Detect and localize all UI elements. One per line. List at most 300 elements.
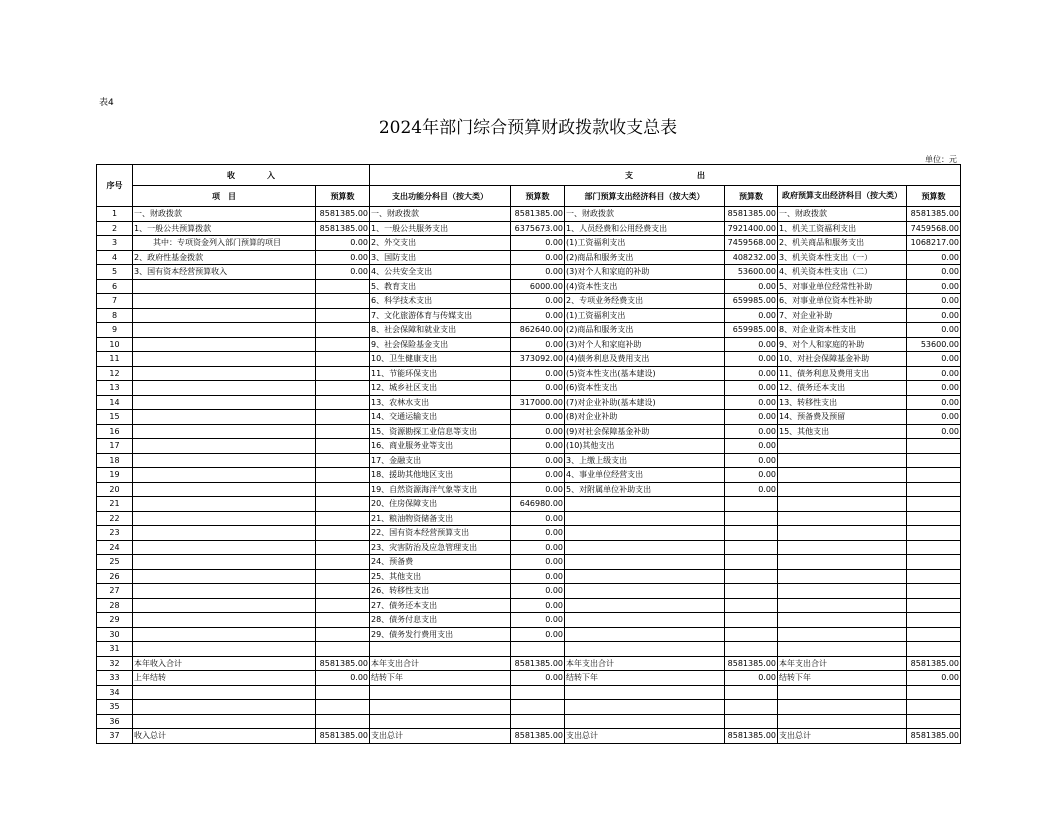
item-header: 项 目	[133, 186, 316, 207]
income-item-cell: 一、财政拨款	[133, 207, 316, 222]
income-item-cell	[133, 468, 316, 483]
gov-econ-cell	[778, 598, 907, 613]
dept-econ-cell	[565, 540, 725, 555]
dept-budget-cell: 0.00	[725, 352, 778, 367]
gov-econ-cell: 一、财政拨款	[778, 207, 907, 222]
income-item-cell	[133, 598, 316, 613]
table-row	[97, 395, 961, 410]
gov-budget-cell: 0.00	[907, 265, 961, 280]
func-subject-cell	[370, 700, 511, 715]
dept-econ-cell	[565, 700, 725, 715]
income-item-cell: 上年结转	[133, 671, 316, 686]
income-item-cell	[133, 482, 316, 497]
income-budget-cell: 8581385.00	[316, 656, 370, 671]
income-item-cell	[133, 294, 316, 309]
income-item-cell	[133, 584, 316, 599]
income-budget-cell	[316, 468, 370, 483]
gov-budget-cell	[907, 526, 961, 541]
income-budget-cell	[316, 294, 370, 309]
func-subject-cell	[370, 714, 511, 729]
income-budget-cell	[316, 685, 370, 700]
func-budget-cell: 646980.00	[511, 497, 565, 512]
func-subject-cell: 16、商业服务业等支出	[370, 439, 511, 454]
dept-econ-cell: (8)对企业补助	[565, 410, 725, 425]
gov-econ-cell: 本年支出合计	[778, 656, 907, 671]
table-row	[97, 250, 961, 265]
gov-budget-cell	[907, 584, 961, 599]
table-row	[97, 685, 961, 700]
income-item-cell	[133, 410, 316, 425]
seq-cell: 16	[97, 424, 133, 439]
func-budget-cell	[511, 642, 565, 657]
func-subject-cell: 14、交通运输支出	[370, 410, 511, 425]
seq-cell: 19	[97, 468, 133, 483]
seq-cell: 1	[97, 207, 133, 222]
dept-budget-cell	[725, 569, 778, 584]
table-row	[97, 410, 961, 425]
income-budget-cell	[316, 627, 370, 642]
dept-econ-cell	[565, 569, 725, 584]
dept-budget-cell: 0.00	[725, 468, 778, 483]
income-item-cell	[133, 279, 316, 294]
func-budget-cell: 0.00	[511, 337, 565, 352]
table-row	[97, 584, 961, 599]
gov-econ-cell: 9、对个人和家庭的补助	[778, 337, 907, 352]
income-budget-cell	[316, 555, 370, 570]
func-budget-cell: 862640.00	[511, 323, 565, 338]
dept-budget-cell	[725, 584, 778, 599]
gov-budget-cell: 0.00	[907, 410, 961, 425]
gov-econ-header: 政府预算支出经济科目（按大类）	[778, 186, 907, 207]
income-budget-cell	[316, 337, 370, 352]
income-item-cell	[133, 439, 316, 454]
dept-budget-cell	[725, 700, 778, 715]
budget-table	[96, 164, 961, 744]
income-item-cell	[133, 395, 316, 410]
gov-econ-cell	[778, 584, 907, 599]
dept-budget-cell: 0.00	[725, 337, 778, 352]
func-subject-cell	[370, 642, 511, 657]
dept-econ-cell: 5、对附属单位补助支出	[565, 482, 725, 497]
dept-econ-cell	[565, 714, 725, 729]
func-subject-cell: 结转下年	[370, 671, 511, 686]
gov-econ-cell	[778, 497, 907, 512]
dept-econ-cell: (5)资本性支出(基本建设)	[565, 366, 725, 381]
func-budget-cell: 8581385.00	[511, 656, 565, 671]
income-budget-cell	[316, 279, 370, 294]
dept-budget-cell: 0.00	[725, 453, 778, 468]
func-subject-cell: 27、债务还本支出	[370, 598, 511, 613]
income-budget-cell	[316, 700, 370, 715]
gov-econ-cell	[778, 555, 907, 570]
income-item-cell	[133, 337, 316, 352]
dept-econ-cell: (2)商品和服务支出	[565, 250, 725, 265]
income-item-cell	[133, 366, 316, 381]
gov-budget-cell	[907, 468, 961, 483]
table-row	[97, 511, 961, 526]
gov-econ-cell	[778, 642, 907, 657]
func-budget-cell: 0.00	[511, 236, 565, 251]
table-row	[97, 729, 961, 744]
income-item-cell: 本年收入合计	[133, 656, 316, 671]
dept-econ-cell: 一、财政拨款	[565, 207, 725, 222]
gov-econ-cell	[778, 627, 907, 642]
dept-budget-cell: 0.00	[725, 381, 778, 396]
table-row	[97, 366, 961, 381]
gov-budget-cell	[907, 700, 961, 715]
dept-econ-cell	[565, 642, 725, 657]
income-budget-cell	[316, 323, 370, 338]
gov-budget-cell: 53600.00	[907, 337, 961, 352]
seq-cell: 8	[97, 308, 133, 323]
table-row	[97, 714, 961, 729]
income-budget-cell	[316, 526, 370, 541]
func-budget-cell: 0.00	[511, 569, 565, 584]
table-row	[97, 337, 961, 352]
income-budget-cell: 8581385.00	[316, 221, 370, 236]
table-row	[97, 540, 961, 555]
func-budget-cell: 6375673.00	[511, 221, 565, 236]
seq-cell: 13	[97, 381, 133, 396]
seq-cell: 31	[97, 642, 133, 657]
gov-econ-cell: 结转下年	[778, 671, 907, 686]
func-subject-cell: 5、教育支出	[370, 279, 511, 294]
gov-econ-cell	[778, 439, 907, 454]
seq-cell: 15	[97, 410, 133, 425]
income-item-cell	[133, 685, 316, 700]
income-budget-cell	[316, 395, 370, 410]
dept-econ-cell: 1、人员经费和公用经费支出	[565, 221, 725, 236]
gov-budget-cell	[907, 439, 961, 454]
func-subject-cell: 25、其他支出	[370, 569, 511, 584]
seq-cell: 2	[97, 221, 133, 236]
income-item-cell	[133, 526, 316, 541]
func-budget-header: 预算数	[511, 186, 565, 207]
dept-budget-cell: 8581385.00	[725, 207, 778, 222]
gov-econ-cell	[778, 453, 907, 468]
func-subject-cell: 18、援助其他地区支出	[370, 468, 511, 483]
dept-budget-cell	[725, 685, 778, 700]
table-row	[97, 352, 961, 367]
dept-budget-cell: 659985.00	[725, 294, 778, 309]
gov-budget-cell: 0.00	[907, 395, 961, 410]
income-budget-cell	[316, 424, 370, 439]
income-item-cell: 2、政府性基金拨款	[133, 250, 316, 265]
dept-budget-cell	[725, 613, 778, 628]
income-budget-cell	[316, 511, 370, 526]
gov-budget-cell	[907, 598, 961, 613]
gov-budget-header: 预算数	[907, 186, 961, 207]
table-row	[97, 453, 961, 468]
table-row	[97, 700, 961, 715]
seq-cell: 33	[97, 671, 133, 686]
gov-econ-cell	[778, 482, 907, 497]
header-row-2	[97, 186, 961, 207]
income-budget-cell	[316, 453, 370, 468]
gov-econ-cell: 2、机关商品和服务支出	[778, 236, 907, 251]
dept-budget-cell: 659985.00	[725, 323, 778, 338]
dept-econ-cell: (3)对个人和家庭补助	[565, 337, 725, 352]
income-budget-cell	[316, 381, 370, 396]
gov-econ-cell: 7、对企业补助	[778, 308, 907, 323]
table-row	[97, 323, 961, 338]
gov-econ-cell: 13、转移性支出	[778, 395, 907, 410]
func-budget-cell: 0.00	[511, 540, 565, 555]
gov-budget-cell	[907, 497, 961, 512]
table-row	[97, 482, 961, 497]
dept-econ-cell: (1)工资福利支出	[565, 236, 725, 251]
func-budget-cell: 0.00	[511, 265, 565, 280]
gov-econ-cell	[778, 685, 907, 700]
gov-budget-cell: 8581385.00	[907, 729, 961, 744]
table-row	[97, 424, 961, 439]
gov-budget-cell: 8581385.00	[907, 656, 961, 671]
func-budget-cell	[511, 685, 565, 700]
seq-cell: 21	[97, 497, 133, 512]
dept-econ-cell: (2)商品和服务支出	[565, 323, 725, 338]
seq-cell: 10	[97, 337, 133, 352]
func-subject-cell: 12、城乡社区支出	[370, 381, 511, 396]
income-item-cell: 其中：专项资金列入部门预算的项目	[133, 236, 316, 251]
income-item-cell	[133, 714, 316, 729]
dept-econ-cell: (7)对企业补助(基本建设)	[565, 395, 725, 410]
seq-cell: 5	[97, 265, 133, 280]
dept-econ-cell: 结转下年	[565, 671, 725, 686]
income-budget-cell	[316, 439, 370, 454]
func-budget-cell: 6000.00	[511, 279, 565, 294]
gov-econ-cell	[778, 700, 907, 715]
dept-budget-cell: 408232.00	[725, 250, 778, 265]
dept-budget-cell: 0.00	[725, 395, 778, 410]
dept-econ-cell: 3、上缴上级支出	[565, 453, 725, 468]
gov-econ-cell	[778, 526, 907, 541]
seq-cell: 12	[97, 366, 133, 381]
dept-budget-cell: 53600.00	[725, 265, 778, 280]
table-row	[97, 555, 961, 570]
dept-budget-cell	[725, 555, 778, 570]
gov-econ-cell: 6、对事业单位资本性补助	[778, 294, 907, 309]
func-budget-cell	[511, 700, 565, 715]
document-title: 2024年部门综合预算财政拨款收支总表	[378, 118, 678, 138]
income-item-cell	[133, 569, 316, 584]
dept-budget-cell: 0.00	[725, 410, 778, 425]
gov-budget-cell: 7459568.00	[907, 221, 961, 236]
gov-econ-cell: 4、机关资本性支出（二）	[778, 265, 907, 280]
gov-budget-cell: 1068217.00	[907, 236, 961, 251]
gov-budget-cell: 0.00	[907, 279, 961, 294]
gov-econ-cell	[778, 511, 907, 526]
dept-budget-cell: 0.00	[725, 308, 778, 323]
gov-budget-cell: 0.00	[907, 323, 961, 338]
gov-econ-cell: 8、对企业资本性支出	[778, 323, 907, 338]
dept-budget-cell: 0.00	[725, 439, 778, 454]
dept-econ-cell	[565, 627, 725, 642]
income-item-cell: 3、国有资本经营预算收入	[133, 265, 316, 280]
dept-econ-cell	[565, 584, 725, 599]
table-body	[97, 207, 961, 744]
func-budget-cell: 0.00	[511, 250, 565, 265]
table-row	[97, 279, 961, 294]
func-budget-cell: 0.00	[511, 294, 565, 309]
func-subject-cell: 21、粮油物资储备支出	[370, 511, 511, 526]
table-row	[97, 671, 961, 686]
dept-budget-cell	[725, 540, 778, 555]
income-item-cell	[133, 424, 316, 439]
seq-cell: 23	[97, 526, 133, 541]
dept-budget-cell	[725, 526, 778, 541]
func-budget-cell: 317000.00	[511, 395, 565, 410]
income-item-cell	[133, 627, 316, 642]
seq-cell: 34	[97, 685, 133, 700]
func-subject-cell: 26、转移性支出	[370, 584, 511, 599]
func-subject-cell: 一、财政拨款	[370, 207, 511, 222]
table-row	[97, 569, 961, 584]
gov-budget-cell	[907, 511, 961, 526]
func-subject-cell: 28、债务付息支出	[370, 613, 511, 628]
func-subject-cell: 24、预备费	[370, 555, 511, 570]
table-row	[97, 439, 961, 454]
gov-budget-cell	[907, 613, 961, 628]
func-budget-cell: 0.00	[511, 366, 565, 381]
gov-econ-cell	[778, 569, 907, 584]
dept-budget-cell	[725, 714, 778, 729]
income-item-cell	[133, 511, 316, 526]
dept-econ-cell	[565, 613, 725, 628]
gov-econ-cell	[778, 613, 907, 628]
income-budget-cell	[316, 642, 370, 657]
dept-econ-header: 部门预算支出经济科目（按大类）	[565, 186, 725, 207]
table-row	[97, 613, 961, 628]
table-row	[97, 656, 961, 671]
gov-econ-cell	[778, 714, 907, 729]
header-row-1	[97, 165, 961, 186]
dept-econ-cell: 支出总计	[565, 729, 725, 744]
dept-econ-cell: (6)资本性支出	[565, 381, 725, 396]
income-budget-cell: 0.00	[316, 671, 370, 686]
dept-econ-cell: 2、专项业务经费支出	[565, 294, 725, 309]
func-budget-cell: 0.00	[511, 453, 565, 468]
func-subject-cell: 8、社会保障和就业支出	[370, 323, 511, 338]
seq-cell: 4	[97, 250, 133, 265]
gov-econ-cell: 11、债务利息及费用支出	[778, 366, 907, 381]
func-subject-cell: 13、农林水支出	[370, 395, 511, 410]
gov-econ-cell: 5、对事业单位经常性补助	[778, 279, 907, 294]
income-item-cell	[133, 642, 316, 657]
gov-budget-cell: 0.00	[907, 424, 961, 439]
func-subject-cell: 1、一般公共服务支出	[370, 221, 511, 236]
gov-budget-cell	[907, 627, 961, 642]
income-budget-cell	[316, 598, 370, 613]
seq-cell: 11	[97, 352, 133, 367]
dept-budget-cell: 7921400.00	[725, 221, 778, 236]
func-budget-cell: 0.00	[511, 381, 565, 396]
dept-econ-cell: (4)资本性支出	[565, 279, 725, 294]
func-budget-cell: 0.00	[511, 511, 565, 526]
gov-econ-cell: 支出总计	[778, 729, 907, 744]
seq-cell: 3	[97, 236, 133, 251]
income-budget-cell: 8581385.00	[316, 207, 370, 222]
unit-label: 单位：元	[925, 155, 957, 164]
dept-econ-cell	[565, 497, 725, 512]
func-subject-cell: 7、文化旅游体育与传媒支出	[370, 308, 511, 323]
gov-econ-cell	[778, 468, 907, 483]
dept-budget-cell: 0.00	[725, 279, 778, 294]
dept-econ-cell	[565, 685, 725, 700]
seq-cell: 32	[97, 656, 133, 671]
income-budget-cell: 8581385.00	[316, 729, 370, 744]
func-budget-cell: 0.00	[511, 482, 565, 497]
income-item-cell	[133, 555, 316, 570]
gov-budget-cell: 0.00	[907, 366, 961, 381]
dept-budget-cell	[725, 511, 778, 526]
seq-cell: 18	[97, 453, 133, 468]
income-budget-cell: 0.00	[316, 236, 370, 251]
func-subject-cell: 10、卫生健康支出	[370, 352, 511, 367]
income-budget-cell	[316, 540, 370, 555]
dept-budget-cell: 7459568.00	[725, 236, 778, 251]
func-subject-cell: 15、资源勘探工业信息等支出	[370, 424, 511, 439]
dept-budget-cell	[725, 497, 778, 512]
gov-budget-cell	[907, 453, 961, 468]
table-number-label: 表4	[99, 98, 114, 108]
income-budget-cell	[316, 497, 370, 512]
dept-budget-cell	[725, 598, 778, 613]
income-item-cell	[133, 497, 316, 512]
table-row	[97, 468, 961, 483]
income-item-cell	[133, 453, 316, 468]
income-budget-cell	[316, 366, 370, 381]
dept-budget-header: 预算数	[725, 186, 778, 207]
dept-econ-cell: (4)债务利息及费用支出	[565, 352, 725, 367]
gov-budget-cell	[907, 685, 961, 700]
expense-header: 支 出	[370, 165, 961, 186]
func-subject-header: 支出功能分科目（按大类）	[370, 186, 511, 207]
gov-econ-cell: 15、其他支出	[778, 424, 907, 439]
seq-cell: 36	[97, 714, 133, 729]
dept-budget-cell	[725, 642, 778, 657]
func-subject-cell: 23、灾害防治及应急管理支出	[370, 540, 511, 555]
table-row	[97, 221, 961, 236]
dept-econ-cell: (10)其他支出	[565, 439, 725, 454]
func-subject-cell: 20、住房保障支出	[370, 497, 511, 512]
income-budget-header: 预算数	[316, 186, 370, 207]
func-budget-cell: 0.00	[511, 613, 565, 628]
income-budget-cell	[316, 584, 370, 599]
income-item-cell	[133, 352, 316, 367]
func-budget-cell: 8581385.00	[511, 729, 565, 744]
func-budget-cell: 0.00	[511, 598, 565, 613]
income-budget-cell	[316, 352, 370, 367]
dept-econ-cell: (3)对个人和家庭的补助	[565, 265, 725, 280]
seq-cell: 6	[97, 279, 133, 294]
func-budget-cell: 0.00	[511, 627, 565, 642]
table-row	[97, 265, 961, 280]
income-header: 收 入	[133, 165, 370, 186]
seq-cell: 26	[97, 569, 133, 584]
func-budget-cell: 0.00	[511, 671, 565, 686]
gov-econ-cell: 12、债务还本支出	[778, 381, 907, 396]
gov-budget-cell: 0.00	[907, 294, 961, 309]
func-budget-cell: 373092.00	[511, 352, 565, 367]
func-subject-cell	[370, 685, 511, 700]
func-subject-cell: 17、金融支出	[370, 453, 511, 468]
seq-cell: 30	[97, 627, 133, 642]
dept-econ-cell	[565, 555, 725, 570]
gov-budget-cell	[907, 540, 961, 555]
gov-budget-cell	[907, 714, 961, 729]
income-item-cell	[133, 700, 316, 715]
dept-econ-cell	[565, 526, 725, 541]
